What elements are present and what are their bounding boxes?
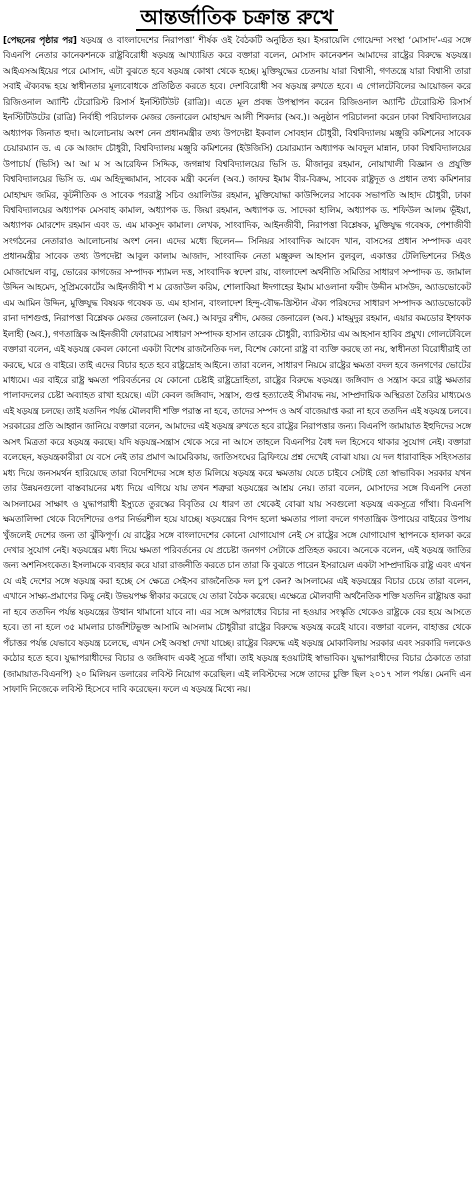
article-headline xyxy=(3,2,471,32)
headline-text: আন্তর্জাতিক চক্রান্ত রুখে xyxy=(136,5,337,31)
article-body xyxy=(3,34,471,698)
continued-from-marker: [পেছনের পৃষ্ঠার পর] xyxy=(3,36,77,46)
article-body-text: ষড়যন্ত্র ও বাংলাদেশের নিরাপত্তা’ শীর্ষক ওই বৈঠকটি অনুষ্ঠিত হয়। ইসরায়েলি গোয়েন্দা সংস্থা ‘মোসাদ’-এর সঙ্গে বিএনপি নেতার কানেকশনকে রাষ্ট্রবিরোধী ষড়যন্ত্র আখ্যায়িত করে বক্তারা বলেন, মোসাদ কানেকশন আমাদের রাষ্ট্রের বিরুদ্ধে ষড়যন্ত্র। আইএসআইয়ের পরে মোসাদ, এটা বুঝতে হবে ষড়যন্ত্র কোথা থেকে হচ্ছে। মুক্তিযুদ্ধের চেতনায় যারা বিশ্বাসী, গণতন্ত্রে যারা বিশ্বাসী তারা সবাই ঐক্যবদ্ধ হয়ে স্বাধীনতার মূল্যবোধকে প্রতিষ্ঠিত করতে হবে। দেশবিরোধী সব ষড়যন্ত্র রুখতে হবে। এ গোলটেবিলের আয়োজন করে রিজিওনাল অ্যান্টি টেরোরিস্ট রিসার্স ইনস্টিটিউট (রাত্রি)। এতে মূল প্রবন্ধ উপস্থাপন করেন রিজিওনাল অ্যান্টি টেরোরিস্ট রিসার্স ইনস্টিটিউটের (রাত্রি) নির্বাহী পরিচালক মেজর জেনারেল মোহাম্মদ আলী শিকদার (অব.)। অনুষ্ঠান পরিচালনা করেন ঢাকা বিশ্ববিদ্যালয়ের অধ্যাপক জিনাত হুদা। আলোচনায় অংশ নেন প্রধানমন্ত্রীর তথ্য উপদেষ্টা ইকবাল সোবহান চৌধুরী, বিশ্ববিদ্যালয় মঞ্জুরি কমিশনের সাবেক চেয়ারম্যান ড. এ কে আজাদ চৌধুরী, বিশ্ববিদ্যালয় মঞ্জুরি কমিশনের (ইউজিসি) চেয়ারম্যান অধ্যাপক আবদুল মান্নান, ঢাকা বিশ্ববিদ্যালয়ের উপাচার্য (ভিসি) আ আ ম স আরেফিন সিদ্দিক, জগন্নাথ বিশ্ববিদ্যালয়ের ভিসি ড. মীজানুর রহমান, নোয়াখালী বিজ্ঞান ও প্রযুক্তি বিশ্ববিদ্যালয়ের ভিসি ড. এম অহিদুজ্জামান, সাবেক মন্ত্রী কর্নেল (অব.) জাফর ইমাম বীর-বিক্রম, সাবেক রাষ্ট্রদূত ও প্রধান তথ্য কমিশনার মোহাম্মদ জমির, কূটনীতিক ও সাবেক পররাষ্ট্র সচিব ওয়ালিউর রহমান, মুক্তিযোদ্ধা কাউন্সিলের সাবেক সভাপতি আহাদ চৌধুরী, ঢাকা বিশ্ববিদ্যালয়ের অধ্যাপক মেসবাহ কামাল, অধ্যাপক ড. জিয়া রহমান, অধ্যাপক ড. সাদেকা হালিম, অধ্যাপক ড. শফিউল আলম ভূঁইয়া, অধ্যাপক মোরশেদ রহমান এবং ড. এম মাকসুদ কামাল। লেখক, সাংবাদিক, আইনজীবী, নিরাপত্তা বিশ্লেষক, মুক্তিযুদ্ধ গবেষক, পেশাজীবী সংগঠনের নেতারাও আলোচনায় অংশ নেন। এদের মধ্যে ছিলেন— সিনিয়র সাংবাদিক আবেদ খান, বাসসের প্রধান সম্পাদক এবং প্রধানমন্ত্রীর সাবেক তথ্য উপদেষ্টা আবুল কালাম আজাদ, সাংবাদিক নেতা মঞ্জুরুল আহসান বুলবুল, একাত্তর টেলিভিশনের সিইও মোজাম্মেল বাবু, ভোরের কাগজের সম্পাদক শ্যামল দত্ত, সাংবাদিক স্বদেশ রায়, বাংলাদেশ অর্থনীতি সমিতির সাধারণ সম্পাদক ড. জামাল উদ্দিন আহমেদ, সুপ্রিমকোর্টের আইনজীবী শ ম রেজাউল করিম, শোলাকিয়া ঈদগাহের ইমাম মাওলানা ফরীদ উদ্দীন মাসউদ, অ্যাডভোকেট এম আমিন উদ্দিন, মুক্তিযুদ্ধ বিষয়ক গবেষক ড. এম হাসান, বাংলাদেশ হিন্দু-বৌদ্ধ-খ্রিস্টান ঐক্য পরিষদের সাধারণ সম্পাদক অ্যাডভোকেট রানা দাশগুপ্ত, নিরাপত্তা বিশ্লেষক মেজর জেনারেল (অব.) আবদুর রশীদ, মেজর জেনারেল (অব.) মাহমুদুর রহমান, এয়ার কমডোর ইশফাক ইলাহী (অব.), গণতান্ত্রিক আইনজীবী ফোরামের সাধারণ সম্পাদক হাসান তারেক চৌধুরী, ব্যারিস্টার এম আহসান হাবিব প্রমুখ। গোলটেবিলে বক্তারা বলেন, এই ষড়যন্ত্র কেবল কোনো একটা বিশেষ রাজনৈতিক দল, বিশেষ কোনো রাষ্ট্র বা ব্যক্তি করছে তা নয়, স্বাধীনতা বিরোধীরাই তা করছে, ঘরে ও বাইরে। তাই এদের বিচার হতে হবে রাষ্ট্রদ্রোহ আইনে। তারা বলেন, সাধারণ নিয়মে রাষ্ট্রের ক্ষমতা বদল হবে জনগণের ভোটের মাধ্যমে। এর বাইরে রাষ্ট্র ক্ষমতা পরিবর্তনের যে কোনো চেষ্টাই রাষ্ট্রদ্রোহিতা, রাষ্ট্রের বিরুদ্ধে ষড়যন্ত্র। জঙ্গিবাদ ও সন্ত্রাস করে রাষ্ট্র ক্ষমতার পালাবদলের চেষ্টা অব্যাহত রাখা হয়েছে। এটা কেবল জঙ্গিবাদ, সন্ত্রাস, গুপ্ত হত্যাতেই সীমাবদ্ধ নয়, সাম্প্রদায়িক অস্থিরতা তৈরির মাধ্যমেও এই ষড়যন্ত্র চলছে। তাই যতদিন পর্যন্ত মৌলবাদী শক্তি পরাস্ত না হবে, তাদের সম্পদ ও অর্থ বাজেয়াপ্ত করা না হবে ততদিন এই ষড়যন্ত্র চলবে। সরকারের প্রতি আহ্বান জানিয়ে বক্তারা বলেন, আমাদের এই ষড়যন্ত্র রুখতে হবে রাষ্ট্রের নিরাপত্তার জন্য। বিএনপি জামায়াত ইহুদিদের সঙ্গে অসৎ মিত্রতা করে ষড়যন্ত্র করছে। যদি ষড়যন্ত্র-সন্ত্রাস থেকে সরে না আসে তাহলে বিএনপির বৈধ দল হিসেবে থাকার সুযোগ নেই। বক্তারা বলেছেন, ষড়যন্ত্রকারীরা যে বসে নেই তার প্রমাণ আমেরিকায়, জাতিসংঘের ব্রিফিংয়ে প্রশ্ন দেখেই বোঝা যায়। যে দল ধারাবাহিক সহিংসতার মধ্য দিয়ে জনসমর্থন হারিয়েছে তারা বিদেশিদের সঙ্গে হাত মিলিয়ে ষড়যন্ত্র করে ক্ষমতায় যেতে চাইবে সেটাই তো স্বাভাবিক। সরকার যখন তার উন্নয়নগুলো বাস্তবায়নের মধ্য দিয়ে এগিয়ে যায় তখন শত্রুরা ষড়যন্ত্রের আশ্রয় নেয়। তারা বলেন, মোসাদের সঙ্গে বিএনপি নেতা আসলামের সাক্ষাৎ ও যুদ্ধাপরাধী ইস্যুতে তুরস্কের বিবৃতির যে ধারণ তা থেকেই বোঝা যায় সবগুলো ষড়যন্ত্র একসূত্রে গাঁথা। বিএনপি ক্ষমতালিপ্সা থেকে বিদেশিদের ওপর নির্ভরশীল হয়ে যাচ্ছে। ষড়যন্ত্রের বিপদ হলো ক্ষমতার পালা বদলে গণতান্ত্রিক উপায়ের বাইরের উপায় খুঁজলেই দেশের জন্য তা ঝুঁকিপূর্ণ। যে রাষ্ট্রের সঙ্গে বাংলাদেশের কোনো যোগাযোগ নেই সে রাষ্ট্রের সঙ্গে যোগাযোগ স্থাপনকে হালকা করে দেখার সুযোগ নেই। ষড়যন্ত্রের মধ্য দিয়ে ক্ষমতা পরিবর্তনের যে প্রচেষ্টা জনগণ সেটাকে প্রতিহত করবে। অনেকে বলেন, এই ষড়যন্ত্র জাতির জন্য অশনিসংকেত। ইসলামকে ব্যবহার করে যারা রাজনীতি করতে চান তারা কি বুঝতে পারেন ইসরায়েল একটা সাম্প্রদায়িক রাষ্ট্র এবং এখন যে এই দেশের সঙ্গে ষড়যন্ত্র করা হচ্ছে সে ক্ষেত্রে সেইসব রাজনৈতিক দল চুপ কেন? আসলামের এই ষড়যন্ত্রের বিচার চেয়ে তারা বলেন, এখানে সাক্ষ্য-প্রমাণের কিছু নেই। উভয়পক্ষ স্বীকার করেছে যে তারা বৈঠক করেছে। এক্ষেত্রে মৌলবাদী অর্থনৈতিক শক্তি যতদিন রাষ্ট্রায়ত্ত করা না হবে ততদিন পর্যন্ত ষড়যন্ত্রের উত্থান থামানো যাবে না। এর সঙ্গে অপরাধের বিচার না হওয়ার সংস্কৃতি থেকেও রাষ্ট্রকে বের হয়ে আসতে হবে। তা না হলে ৩৫ মামলার চার্জশিটভুক্ত আসামি আসলাম চৌধুরীরা রাষ্ট্রের বিরুদ্ধে ষড়যন্ত্র করেই যাবে। বক্তারা বলেন, বাহাত্তর থেকে পঁচাত্তর পর্যন্ত যেভাবে ষড়যন্ত্র চলেছে, এখন সেই অবস্থা দেখা যাচ্ছে। রাষ্ট্রের বিরুদ্ধে এই ষড়যন্ত্র মোকাবিলায় সরকার এবং সরকারি দলকেও কঠোর হতে হবে। যুদ্ধাপরাধীদের বিচার ও জঙ্গিবাদ একই সূত্রে গাঁথা। তাই ষড়যন্ত্র হওয়াটাই স্বাভাবিক। যুদ্ধাপরাধীদের বিচার ঠেকাতে তারা (জামায়াত-বিএনপি) ২০ মিলিয়ন ডলারের লবিস্ট নিয়োগ করেছিল। এই লবিস্টদের সঙ্গে তাদের চুক্তি ছিল ২০১৭ সাল পর্যন্ত। মেনদি এন সাফাদি নিজেকে লবিস্ট হিসেবে দাবি করেছেন। ফলে এ ষড়যন্ত্র মিথ্যে নয়। xyxy=(3,36,471,696)
